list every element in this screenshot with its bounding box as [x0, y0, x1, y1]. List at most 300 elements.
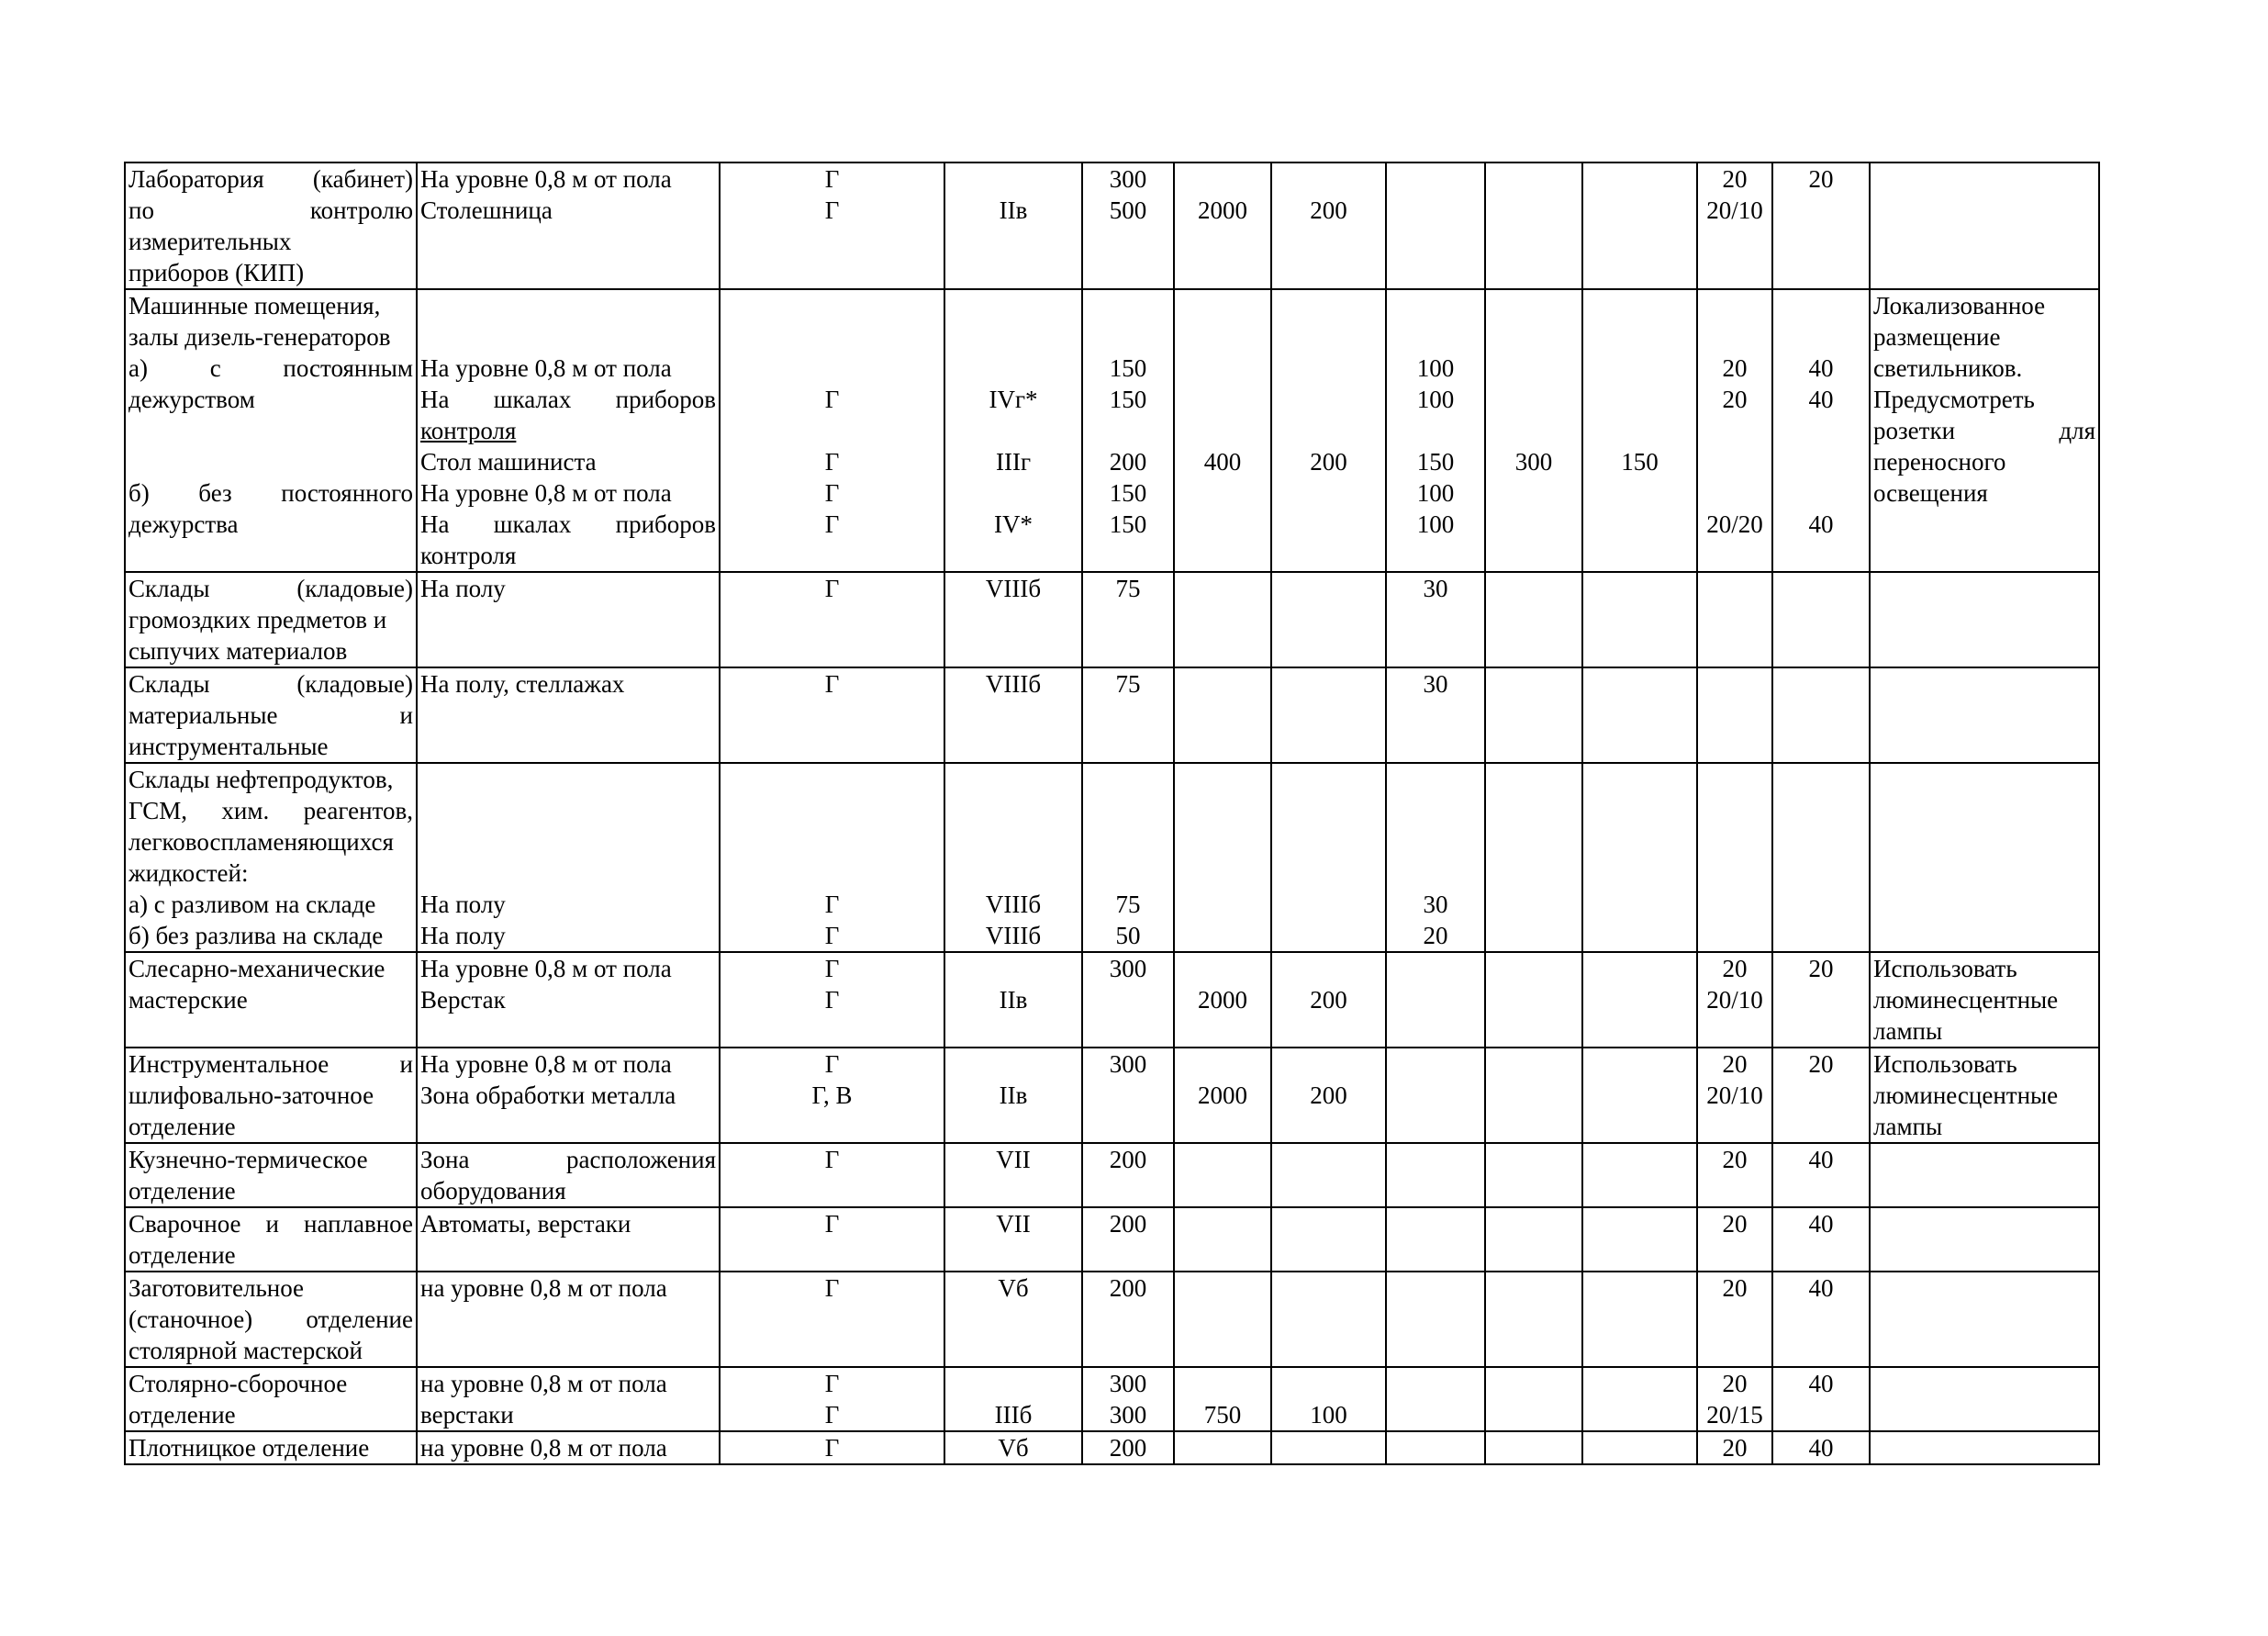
cell-plane: [720, 763, 944, 952]
cell-line: На уровне 0,8 м от пола: [420, 165, 672, 193]
cell-e-comb: [1174, 952, 1271, 1048]
cell-line: [1586, 384, 1693, 415]
cell-line: Лаборатория (кабинет): [128, 165, 413, 193]
cell-line: 300: [1514, 448, 1553, 476]
cell-line: [948, 857, 1078, 889]
cell-ugr: [1697, 1272, 1772, 1367]
cell-line: Г, В: [811, 1081, 853, 1109]
cell-e-single-gen: [1582, 1431, 1697, 1464]
cell-line: 20: [1808, 1050, 1834, 1078]
cell-surface: [417, 952, 720, 1048]
cell-line: 200: [1109, 1274, 1147, 1302]
cell-line: [1776, 446, 1866, 477]
cell-e-gen: [1271, 1431, 1386, 1464]
lighting-norms-table: [124, 162, 2100, 1465]
cell-line: 200: [1109, 1210, 1147, 1238]
cell-e-comb: [1174, 162, 1271, 289]
cell-line: Кузнечно-термическое: [128, 1146, 368, 1173]
cell-line: Г: [824, 1434, 840, 1462]
cell-e-total: [1082, 162, 1174, 289]
cell-line: Г: [824, 196, 840, 224]
cell-category: [944, 667, 1082, 763]
cell-line: 30: [1423, 891, 1448, 918]
cell-line: [723, 415, 941, 446]
cell-name: [125, 1431, 417, 1464]
cell-line: Предусмотреть: [1873, 386, 2035, 413]
cell-note: [1870, 1143, 2099, 1207]
cell-e-comb: [1174, 763, 1271, 952]
cell-kp: [1772, 1431, 1870, 1464]
cell-kp: [1772, 1272, 1870, 1367]
table-row: [125, 289, 2099, 572]
cell-ugr: [1697, 289, 1772, 572]
cell-line: 200: [1310, 1081, 1347, 1109]
cell-line: инструментальные: [128, 733, 329, 760]
cell-line: [1701, 290, 1769, 321]
cell-note: [1870, 1431, 2099, 1464]
cell-note: [1870, 1207, 2099, 1272]
cell-line: 20: [1808, 955, 1834, 982]
cell-category: [944, 572, 1082, 667]
cell-line: [1776, 290, 1866, 321]
cell-line: 100: [1416, 479, 1455, 507]
cell-line: 30: [1423, 670, 1448, 698]
cell-line: 20: [1722, 1210, 1748, 1238]
cell-e-single-comb: [1485, 162, 1582, 289]
cell-e-total: [1082, 572, 1174, 667]
table-row: [125, 162, 2099, 289]
cell-line: на уровне 0,8 м от пола: [420, 1434, 667, 1462]
cell-line: VIIIб: [985, 891, 1042, 918]
cell-line: 40: [1808, 386, 1834, 413]
cell-line: [128, 415, 413, 446]
cell-e-single-comb: [1485, 1143, 1582, 1207]
cell-line: ГСМ, хим. реагентов,: [128, 797, 413, 824]
cell-ugr: [1697, 763, 1772, 952]
cell-line: [420, 321, 716, 353]
cell-line: [1776, 477, 1866, 509]
cell-line: [948, 1048, 1078, 1080]
cell-line: 750: [1203, 1401, 1242, 1429]
cell-e-comb: [1174, 1272, 1271, 1367]
cell-kp: [1772, 162, 1870, 289]
cell-line: [948, 953, 1078, 984]
cell-line: 20/10: [1706, 196, 1763, 224]
cell-surface: [417, 1431, 720, 1464]
cell-e-gen: [1271, 1143, 1386, 1207]
cell-line: 40: [1808, 1434, 1834, 1462]
cell-note: [1870, 763, 2099, 952]
cell-line: Столярно-сборочное: [128, 1370, 348, 1397]
cell-line: жидкостей:: [128, 859, 249, 887]
cell-line: 2000: [1198, 986, 1247, 1014]
cell-line: [1489, 353, 1579, 384]
cell-line: 40: [1808, 1146, 1834, 1173]
table-row: [125, 1431, 2099, 1464]
cell-line: б) без разлива на складе: [128, 922, 384, 949]
cell-line: 20/10: [1706, 986, 1763, 1014]
cell-line: На уровне 0,8 м от пола: [420, 354, 672, 382]
cell-line: [1178, 290, 1268, 321]
cell-line: [723, 795, 941, 826]
cell-line: Г: [824, 1210, 840, 1238]
cell-e-single: [1386, 1207, 1485, 1272]
cell-kp: [1772, 1367, 1870, 1431]
cell-line: [948, 795, 1078, 826]
cell-line: 300: [1109, 1370, 1147, 1397]
cell-e-single-comb: [1485, 1272, 1582, 1367]
cell-e-total: [1082, 1048, 1174, 1143]
cell-line: Г: [824, 510, 840, 538]
cell-line: [723, 321, 941, 353]
cell-kp: [1772, 667, 1870, 763]
cell-line: [1086, 321, 1170, 353]
cell-line: IIIг: [995, 448, 1032, 476]
cell-line: 20/20: [1706, 510, 1763, 538]
cell-plane: [720, 1143, 944, 1207]
cell-line: 30: [1423, 575, 1448, 602]
cell-category: [944, 1143, 1082, 1207]
cell-line: 2000: [1198, 1081, 1247, 1109]
cell-line: Склады (кладовые): [128, 575, 413, 602]
cell-line: 300: [1109, 165, 1147, 193]
cell-plane: [720, 572, 944, 667]
cell-category: [944, 763, 1082, 952]
cell-line: [1489, 290, 1579, 321]
cell-plane: [720, 1272, 944, 1367]
cell-line: Г: [824, 479, 840, 507]
cell-line: легковоспламеняющихся: [128, 828, 394, 856]
cell-line: 20: [1722, 354, 1748, 382]
cell-category: [944, 1431, 1082, 1464]
cell-line: [1178, 1048, 1268, 1080]
cell-e-single-comb: [1485, 667, 1582, 763]
cell-line: [1390, 290, 1481, 321]
cell-line: 100: [1416, 386, 1455, 413]
cell-line: [128, 446, 413, 477]
cell-line: 400: [1203, 448, 1242, 476]
table-row: [125, 1272, 2099, 1367]
cell-e-single: [1386, 289, 1485, 572]
cell-line: Склады нефтепродуктов,: [128, 766, 394, 793]
cell-e-comb: [1174, 1143, 1271, 1207]
cell-plane: [720, 1367, 944, 1431]
cell-category: [944, 1207, 1082, 1272]
cell-line: Сварочное и наплавное: [128, 1210, 413, 1238]
cell-line: 75: [1115, 670, 1141, 698]
cell-line: 20: [1722, 1370, 1748, 1397]
cell-line: 40: [1808, 1210, 1834, 1238]
cell-line: [1275, 353, 1382, 384]
cell-surface: [417, 1207, 720, 1272]
cell-line: 300: [1109, 955, 1147, 982]
cell-line: (станочное) отделение: [128, 1305, 413, 1333]
cell-line: освещения: [1873, 479, 1988, 507]
table-body: [125, 162, 2099, 1464]
cell-line: IIв: [999, 196, 1028, 224]
cell-e-single-comb: [1485, 1207, 1582, 1272]
cell-line: 2000: [1198, 196, 1247, 224]
cell-e-single: [1386, 952, 1485, 1048]
cell-e-single: [1386, 162, 1485, 289]
cell-e-total: [1082, 952, 1174, 1048]
cell-kp: [1772, 952, 1870, 1048]
cell-note: [1870, 1367, 2099, 1431]
cell-line: [948, 477, 1078, 509]
cell-line: [948, 290, 1078, 321]
cell-line: [1390, 764, 1481, 795]
cell-e-gen: [1271, 572, 1386, 667]
cell-name: [125, 572, 417, 667]
cell-line: [1701, 415, 1769, 446]
cell-line: [1586, 290, 1693, 321]
cell-e-single-comb: [1485, 1048, 1582, 1143]
cell-line: 150: [1416, 448, 1455, 476]
cell-line: Использовать: [1873, 955, 2017, 982]
cell-line: отделение: [128, 1177, 236, 1205]
cell-line: контроля: [420, 417, 517, 444]
cell-line: [1178, 384, 1268, 415]
cell-line: [1275, 163, 1382, 195]
cell-line: [1275, 1048, 1382, 1080]
cell-line: [1086, 795, 1170, 826]
cell-line: дежурством: [128, 386, 255, 413]
cell-line: IIв: [999, 1081, 1028, 1109]
cell-e-gen: [1271, 667, 1386, 763]
cell-e-single: [1386, 1431, 1485, 1464]
cell-plane: [720, 1207, 944, 1272]
cell-line: измерительных: [128, 228, 292, 255]
cell-line: [1178, 163, 1268, 195]
cell-line: [1178, 953, 1268, 984]
cell-e-single: [1386, 1143, 1485, 1207]
cell-line: [1086, 764, 1170, 795]
cell-name: [125, 1367, 417, 1431]
cell-e-single: [1386, 667, 1485, 763]
cell-line: [1178, 353, 1268, 384]
cell-line: Г: [824, 1401, 840, 1429]
cell-line: переносного: [1873, 448, 2006, 476]
cell-line: [1390, 826, 1481, 857]
cell-note: [1870, 572, 2099, 667]
cell-line: На уровне 0,8 м от пола: [420, 1050, 672, 1078]
cell-kp: [1772, 289, 1870, 572]
cell-line: На уровне 0,8 м от пола: [420, 955, 672, 982]
cell-line: 20: [1722, 386, 1748, 413]
cell-line: [723, 857, 941, 889]
cell-name: [125, 952, 417, 1048]
cell-line: [1086, 290, 1170, 321]
cell-note: [1870, 667, 2099, 763]
cell-line: Г: [824, 575, 840, 602]
cell-line: розетки для: [1873, 417, 2095, 444]
cell-line: 20: [1722, 1146, 1748, 1173]
cell-line: 20: [1722, 955, 1748, 982]
cell-line: 200: [1109, 1434, 1147, 1462]
cell-line: [1390, 321, 1481, 353]
cell-line: Локализованное: [1873, 292, 2046, 319]
cell-e-gen: [1271, 952, 1386, 1048]
cell-line: На полу: [420, 891, 506, 918]
cell-plane: [720, 1431, 944, 1464]
cell-e-single: [1386, 1367, 1485, 1431]
cell-e-single-gen: [1582, 1272, 1697, 1367]
cell-e-gen: [1271, 763, 1386, 952]
cell-line: Склады (кладовые): [128, 670, 413, 698]
cell-line: отделение: [128, 1241, 236, 1269]
cell-line: Г: [824, 670, 840, 698]
cell-line: а) с разливом на складе: [128, 891, 376, 918]
cell-line: 200: [1109, 448, 1147, 476]
cell-line: лампы: [1873, 1113, 1943, 1140]
cell-e-single: [1386, 763, 1485, 952]
cell-plane: [720, 289, 944, 572]
cell-surface: [417, 1272, 720, 1367]
cell-line: На полу, стеллажах: [420, 670, 625, 698]
cell-line: шлифовально-заточное: [128, 1081, 374, 1109]
table-row: [125, 1207, 2099, 1272]
cell-line: [1275, 415, 1382, 446]
cell-line: 100: [1416, 354, 1455, 382]
cell-e-comb: [1174, 1367, 1271, 1431]
cell-name: [125, 667, 417, 763]
cell-surface: [417, 1048, 720, 1143]
cell-line: 20: [1808, 165, 1834, 193]
cell-e-single-gen: [1582, 667, 1697, 763]
cell-e-single-gen: [1582, 1367, 1697, 1431]
cell-line: [420, 290, 716, 321]
cell-line: 50: [1115, 922, 1141, 949]
cell-e-comb: [1174, 1048, 1271, 1143]
cell-line: залы дизель-генераторов: [128, 323, 391, 351]
cell-e-single-gen: [1582, 763, 1697, 952]
cell-plane: [720, 667, 944, 763]
cell-line: [948, 353, 1078, 384]
cell-line: [723, 826, 941, 857]
cell-note: [1870, 162, 2099, 289]
cell-line: материальные и: [128, 701, 413, 729]
cell-line: [1701, 477, 1769, 509]
cell-line: Слесарно-механические: [128, 955, 385, 982]
cell-line: 150: [1109, 354, 1147, 382]
cell-line: 200: [1109, 1146, 1147, 1173]
cell-e-single-gen: [1582, 162, 1697, 289]
cell-line: дежурства: [128, 510, 239, 538]
cell-line: [723, 290, 941, 321]
cell-line: 20/10: [1706, 1081, 1763, 1109]
cell-line: отделение: [128, 1113, 236, 1140]
cell-category: [944, 162, 1082, 289]
cell-e-single: [1386, 1272, 1485, 1367]
table-row: [125, 763, 2099, 952]
cell-line: Машинные помещения,: [128, 292, 381, 319]
cell-line: [420, 826, 716, 857]
cell-note: [1870, 1272, 2099, 1367]
cell-line: [1390, 795, 1481, 826]
cell-line: [948, 321, 1078, 353]
cell-line: Г: [824, 1146, 840, 1173]
cell-surface: [417, 667, 720, 763]
cell-line: люминесцентные: [1873, 986, 2059, 1014]
cell-name: [125, 1048, 417, 1143]
cell-line: 20: [1423, 922, 1448, 949]
cell-line: [1086, 415, 1170, 446]
cell-e-gen: [1271, 1048, 1386, 1143]
cell-note: [1870, 289, 2099, 572]
cell-e-single-gen: [1582, 1143, 1697, 1207]
cell-ugr: [1697, 1048, 1772, 1143]
cell-e-total: [1082, 763, 1174, 952]
cell-line: [1776, 415, 1866, 446]
cell-line: [1586, 415, 1693, 446]
cell-line: 150: [1621, 448, 1659, 476]
cell-ugr: [1697, 667, 1772, 763]
cell-e-single-comb: [1485, 952, 1582, 1048]
cell-line: VII: [996, 1146, 1031, 1173]
cell-e-gen: [1271, 162, 1386, 289]
cell-e-gen: [1271, 289, 1386, 572]
cell-e-total: [1082, 1207, 1174, 1272]
cell-name: [125, 162, 417, 289]
cell-line: [1275, 321, 1382, 353]
cell-e-comb: [1174, 1431, 1271, 1464]
cell-line: Vб: [998, 1434, 1029, 1462]
cell-line: [1178, 415, 1268, 446]
cell-line: [1701, 446, 1769, 477]
cell-line: Г: [824, 955, 840, 982]
cell-e-single: [1386, 572, 1485, 667]
cell-name: [125, 1272, 417, 1367]
cell-category: [944, 1367, 1082, 1431]
cell-note: [1870, 1048, 2099, 1143]
cell-line: на уровне 0,8 м от пола: [420, 1370, 667, 1397]
cell-e-single-gen: [1582, 1048, 1697, 1143]
cell-line: Автоматы, верстаки: [420, 1210, 631, 1238]
cell-plane: [720, 1048, 944, 1143]
cell-line: VII: [996, 1210, 1031, 1238]
cell-name: [125, 289, 417, 572]
cell-line: [1275, 1368, 1382, 1399]
cell-kp: [1772, 1143, 1870, 1207]
cell-ugr: [1697, 572, 1772, 667]
cell-plane: [720, 952, 944, 1048]
cell-line: Использовать: [1873, 1050, 2017, 1078]
cell-e-comb: [1174, 667, 1271, 763]
cell-line: [1586, 321, 1693, 353]
cell-ugr: [1697, 1143, 1772, 1207]
cell-line: люминесцентные: [1873, 1081, 2059, 1109]
cell-e-single-comb: [1485, 289, 1582, 572]
cell-e-total: [1082, 667, 1174, 763]
table-row: [125, 1048, 2099, 1143]
cell-line: [1178, 321, 1268, 353]
cell-line: [948, 415, 1078, 446]
cell-line: 20: [1722, 1274, 1748, 1302]
cell-line: [948, 826, 1078, 857]
cell-line: мастерские: [128, 986, 248, 1014]
cell-line: Vб: [998, 1274, 1029, 1302]
cell-e-total: [1082, 1367, 1174, 1431]
cell-name: [125, 763, 417, 952]
cell-line: 75: [1115, 891, 1141, 918]
cell-line: контроля: [420, 542, 517, 569]
cell-line: [723, 353, 941, 384]
cell-line: 100: [1416, 510, 1455, 538]
cell-line: Заготовительное: [128, 1274, 305, 1302]
cell-line: На полу: [420, 575, 506, 602]
cell-e-single-gen: [1582, 1207, 1697, 1272]
cell-line: светильников.: [1873, 354, 2023, 382]
